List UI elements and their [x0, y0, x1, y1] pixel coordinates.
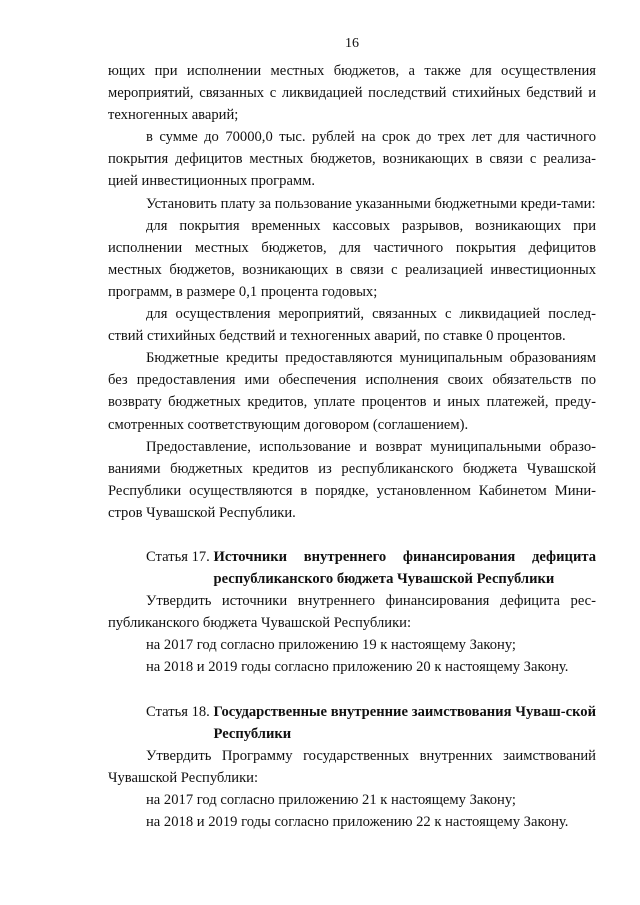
- paragraph: на 2017 год согласно приложению 21 к настоящему Закону;: [146, 791, 516, 808]
- paragraph: на 2018 и 2019 годы согласно приложению 22 к настоящему Закону.: [146, 814, 569, 830]
- paragraph: на 2017 год согласно приложению 19 к настоящему Закону;: [146, 637, 516, 654]
- article-18-label: Статья 18.: [146, 703, 214, 720]
- paragraph: Предоставление, использование и возврат муниципальными образо-ваниями бюджетных кредитов из республиканского бюджета Чувашской Республики осуществляются в порядке, установленном Кабинетом Мини-стров Чувашской Республики.: [108, 438, 596, 521]
- spacer: [108, 524, 596, 546]
- paragraph: Установить плату за пользование указанными бюджетными креди-тами:: [146, 195, 596, 212]
- paragraph: Бюджетные кредиты предоставляются муниципальным образованиям без предоставления ими обеспечения исполнения своих обязательств по возврату бюджетных кредитов, уплате процентов и иных платежей, преду-смотренных соответствующим договором (соглашением).: [108, 350, 596, 433]
- article-18-title: Государственные внутренние заимствования Чуваш-ской Республики: [213, 703, 596, 742]
- article-17-label: Статья 17.: [146, 548, 214, 565]
- article-17-title: Источники внутреннего финансирования дефицита республиканского бюджета Чувашской Республики: [213, 548, 596, 588]
- paragraph: ющих при исполнении местных бюджетов, а также для осуществления мероприятий, связанных с ликвидацией последствий стихийных бедствий и техногенных аварий;: [108, 63, 596, 124]
- article-18-heading: [108, 701, 596, 745]
- paragraph: на 2018 и 2019 годы согласно приложению 20 к настоящему Закону.: [146, 659, 569, 676]
- spacer: [108, 679, 596, 701]
- paragraph: для осуществления мероприятий, связанных с ликвидацией послед-ствий стихийных бедствий и техногенных аварий, по ставке 0 процентов.: [108, 306, 596, 345]
- article-17-heading: [108, 546, 596, 590]
- paragraph: в сумме до 70000,0 тыс. рублей на срок до трех лет для частичного покрытия дефицитов местных бюджетов, возникающих в связи с реализа-цией инвестиционных программ.: [108, 129, 596, 190]
- paragraph: Утвердить Программу государственных внутренних заимствований Чувашской Республики:: [108, 747, 596, 786]
- paragraph: Утвердить источники внутреннего финансирования дефицита рес-публиканского бюджета Чувашской Республики:: [108, 593, 596, 632]
- page-number: 16: [345, 36, 359, 51]
- paragraph: для покрытия временных кассовых разрывов, возникающих при исполнении местных бюджетов, для частичного покрытия дефицитов местных бюджетов, возникающих в связи с реализацией инвестиционных программ, в размере 0,1 процента годовых;: [108, 217, 596, 300]
